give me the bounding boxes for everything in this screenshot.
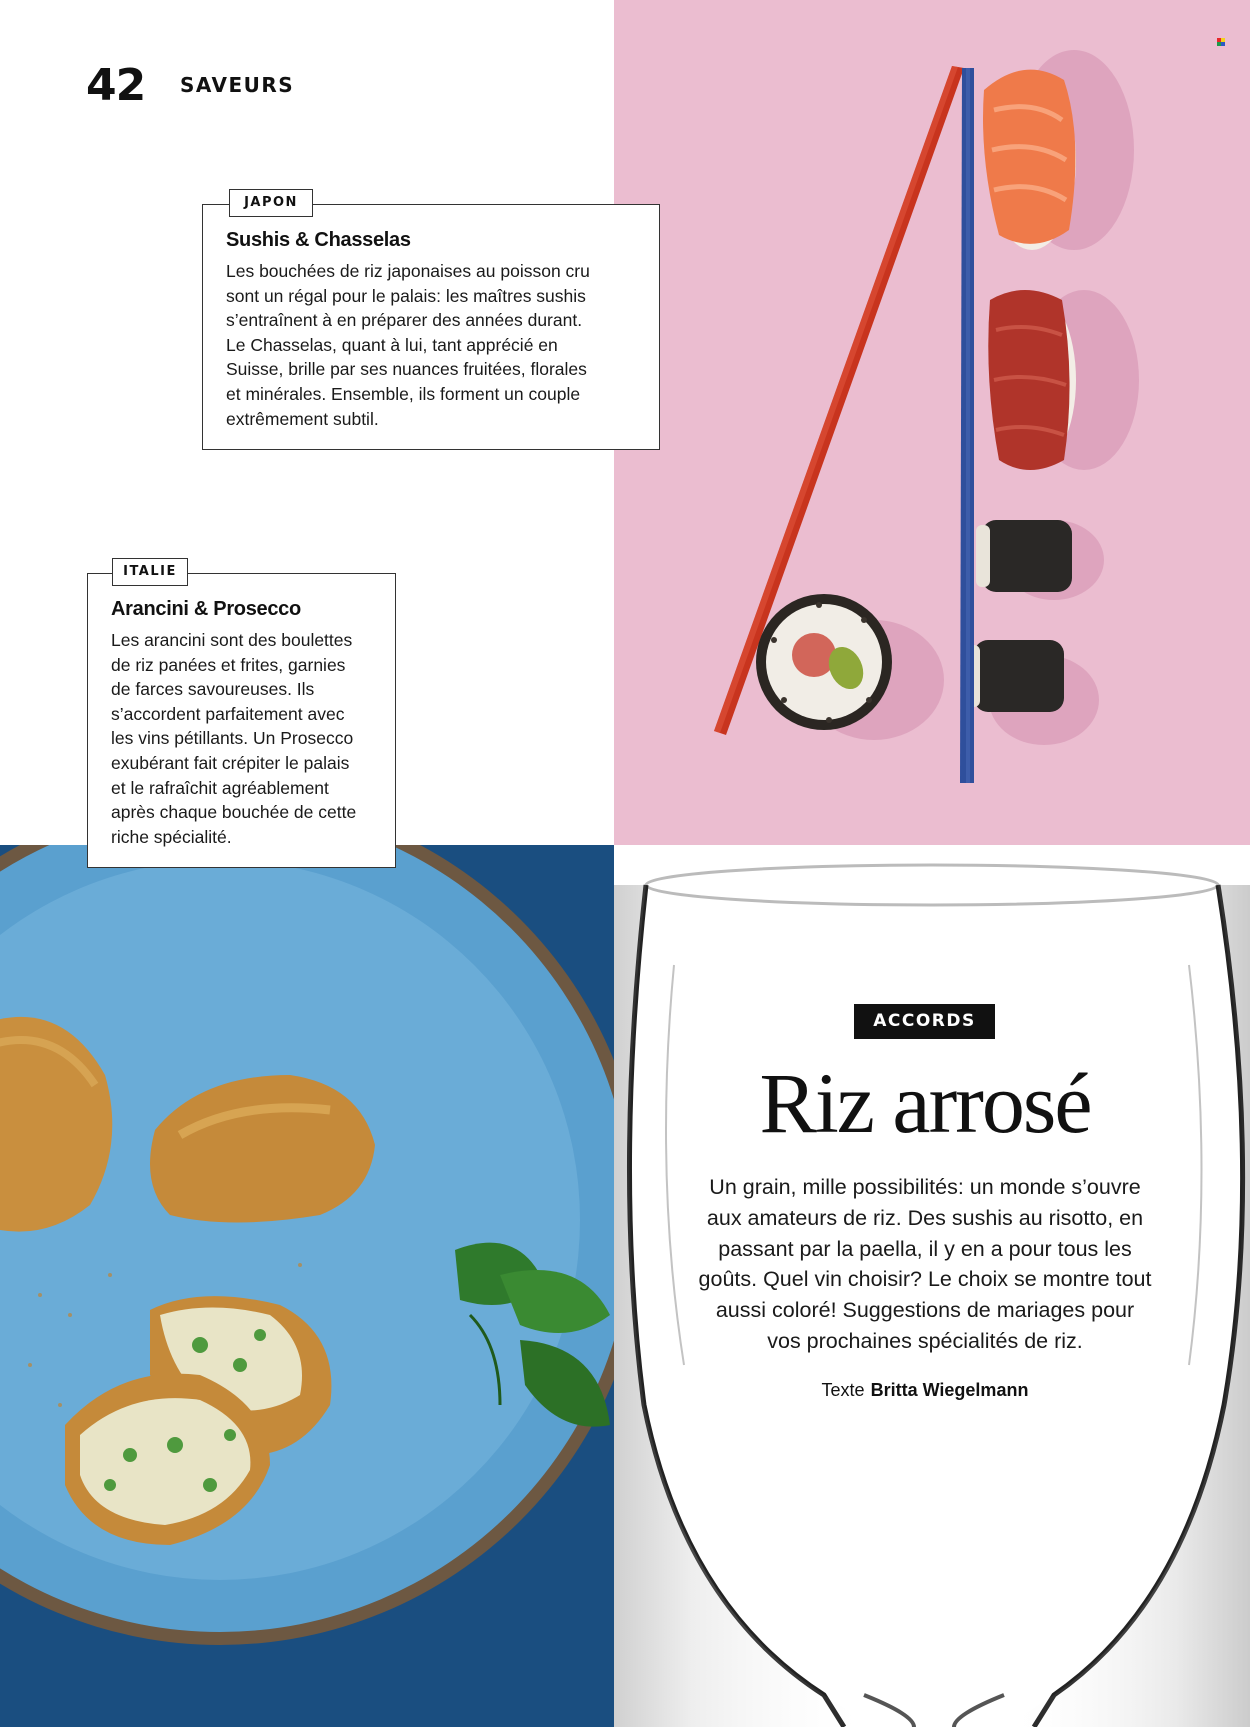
italy-line: Les arancini sont des boulettes bbox=[111, 630, 353, 650]
intro-line: vos prochaines spécialités de riz. bbox=[767, 1328, 1083, 1353]
italy-body bbox=[111, 628, 391, 849]
italy-line: riche spécialité. bbox=[111, 826, 232, 847]
japan-line: Les bouchées de riz japonaises au poisson cru bbox=[226, 261, 590, 281]
italy-line: les vins pétillants. Un Prosecco bbox=[111, 728, 354, 749]
japan-line: Suisse, brille par ses nuances fruitées, florales bbox=[226, 359, 587, 380]
italy-title: Arancini & Prosecco bbox=[111, 598, 301, 620]
italy-line: de riz panées et frites, garnies bbox=[111, 654, 346, 675]
japan-line: et minérales. Ensemble, ils forment un couple bbox=[226, 383, 581, 404]
print-color-mark bbox=[1217, 33, 1225, 41]
intro-line: aux amateurs de riz. Des sushis au risotto, en bbox=[706, 1205, 1144, 1230]
section-name: SAVEURS bbox=[180, 73, 295, 97]
feature-label: ACCORDS bbox=[854, 1004, 995, 1039]
italy-line: après chaque bouchée de cette bbox=[111, 802, 357, 823]
byline-author: Britta Wiegelmann bbox=[870, 1380, 1029, 1400]
intro-line: goûts. Quel vin choisir? Le choix se montre tout bbox=[698, 1267, 1152, 1292]
arancini-illustration bbox=[0, 845, 614, 1727]
japan-pairing-box bbox=[202, 195, 660, 450]
italy-line: de farces savoureuses. Ils bbox=[111, 679, 315, 700]
byline-label: Texte bbox=[821, 1380, 865, 1400]
byline bbox=[760, 1380, 1090, 1401]
arancini-photo bbox=[0, 845, 614, 1727]
intro-line: aussi coloré! Suggestions de mariages pour bbox=[715, 1298, 1135, 1323]
italy-line: s’accordent parfaitement avec bbox=[111, 703, 345, 724]
japan-line: sont un régal pour le palais: les maîtres sushis bbox=[226, 285, 586, 306]
japan-body bbox=[226, 259, 651, 431]
italy-line: et le rafraîchit agréablement bbox=[111, 777, 329, 798]
japan-tag: JAPON bbox=[229, 189, 313, 217]
italy-tag: ITALIE bbox=[112, 558, 188, 586]
page-number: 42 bbox=[86, 60, 146, 111]
feature-intro bbox=[680, 1172, 1170, 1357]
italy-pairing-box bbox=[87, 564, 396, 868]
japan-line: Le Chasselas, quant à lui, tant apprécié en bbox=[226, 334, 558, 355]
japan-title: Sushis & Chasselas bbox=[226, 229, 411, 251]
sushi-photo bbox=[614, 0, 1250, 845]
japan-line: extrêmement subtil. bbox=[226, 408, 379, 429]
japan-line: s’entraînent à en préparer des années durant. bbox=[226, 310, 583, 331]
italy-line: exubérant fait crépiter le palais bbox=[111, 752, 350, 773]
feature-headline: Riz arrosé bbox=[759, 1055, 1091, 1151]
intro-line: passant par la paella, il y en a pour tous les bbox=[718, 1236, 1132, 1261]
sushi-illustration bbox=[614, 0, 1250, 845]
intro-line: Un grain, mille possibilités: un monde s’ouvre bbox=[709, 1175, 1141, 1199]
